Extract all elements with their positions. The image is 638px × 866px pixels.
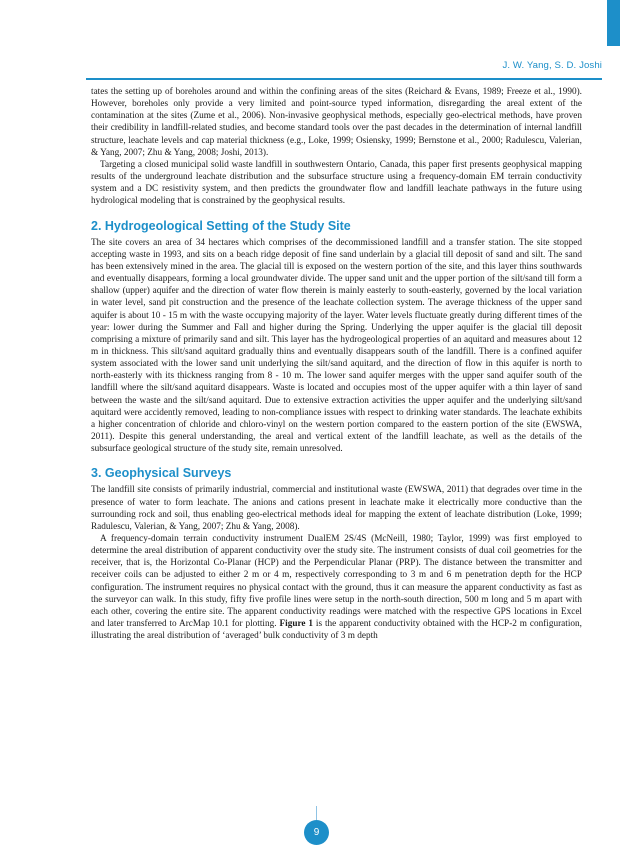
section-2-heading: 2. Hydrogeological Setting of the Study Site <box>91 218 351 233</box>
running-head-authors: J. W. Yang, S. D. Joshi <box>502 60 602 71</box>
page-number-stem <box>316 806 317 820</box>
intro-paragraph-2: Targeting a closed municipal solid waste landfill in southwestern Ontario, Canada, this paper first presents geophysical mapping results of the underground leachate distribution and the subsurface structure using a frequency-domain EM terrain conductivity system and a DC resistivity system, and then predicts the groundwater flow and landfill leachate pathways in the future using hydrological modeling that is constrained by the geophysical results. <box>91 159 582 207</box>
figure-1-reference[interactable]: Figure 1 <box>279 619 314 630</box>
section-3-paragraph-2-text: A frequency-domain terrain conductivity instrument DualEM 2S/4S (McNeill, 1980; Taylor, 1999) was first employed to determine the areal distribution of apparent conductivity over the study site. The instrument consists of dual coil geometries for the receiver, that is, the Horizontal Co-Planar (HCP) and the Perpendicular Planar (PRP). The distance between the transmitter and receiver coils can be adjusted to either 2 m or 4 m, respectively corresponding to 3 m and 6 m penetration depth for the HCP configuration. The instrument requires no physical contact with the ground, thus it can measure the apparent conductivity as fast as the surveyor can walk. In this study, fifty five profile lines were setup in the north-south direction, 500 m long and 5 m apart with each other, covering the entire site. The apparent conductivity readings were matched with the respective GPS locations in Excel and later transferred to ArcMap 10.1 for plotting. <box>91 534 582 630</box>
corner-accent-bar <box>607 0 620 46</box>
section-2-paragraph-1: The site covers an area of 34 hectares which comprises of the decommissioned landfill and a transfer station. The site stopped accepting waste in 1993, and sits on a beach ridge deposit of fine sand underlain by a glacial till deposit of sand and silt. The sand has been extensively mined in the area. The glacial till is exposed on the western portion of the site, and this layer thins southwards and eventually disappears, forming a local groundwater divide. The upper sand unit and the upper portion of the silt/sand till form a shallow (upper) aquifer and the direction of water flow therein is mainly easterly to south-easterly, governed by the local variation in water level, sand pit construction and the presence of the leachate collection system. The average thickness of the upper sand aquifer is about 10 - 15 m with the waste occupying majority of the layer. Water levels fluctuate greatly during different times of the year: lower during the Summer and Fall and higher during the Spring. Underlying the upper aquifer is the glacial till deposit comprising a mixture of primarily sand and silt. This layer has the hydrogeological properties of an aquitard and measures about 12 m in thickness. This silt/sand aquitard gradually thins and eventually disappears south of the landfill. There is a confined aquifer system associated with the lower sand unit underlying the silt/sand aquitard, and the direction of flow in this aquifer is north to north-easterly with its thickness ranging from 8 - 10 m. The lower sand aquifer merges with the upper sand aquifer south of the landfill where the silt/sand aquitard disappears. Waste is located and occupies most of the upper aquifer with a thin layer of sand between the waste and the silt/sand aquitard. Due to extensive extraction activities the upper aquifer and the underlying silt/sand aquitard were accidently removed, leading to non-compliance issues with respect to drinking water standards. The leachate exhibits a higher concentration of chloride and chloro-vinyl on the western portion compared to the eastern portion of the site (EWSWA, 2011). Despite this general understanding, the areal and vertical extent of the landfill leachate, as well as the details of the subsurface geological structure of the study site, remain unresolved. <box>91 237 582 455</box>
section-3-paragraph-1: The landfill site consists of primarily industrial, commercial and institutional waste (EWSWA, 2011) that degrades over time in the presence of water to form leachate. The anions and cations present in leachate make it electrically more conductive than the surrounding rock and soil, thus enabling geo-electrical methods ideal for mapping the extent of leachate distribution (Loke, 1999; Radulescu, Valerian, & Yang, 2007; Zhu & Yang, 2008). <box>91 485 582 532</box>
intro-paragraph-1: tates the setting up of boreholes around and within the confining areas of the sites (Reichard & Evans, 1989; Freeze et al., 1990). However, boreholes only provide a very limited and point-source typed information, disregarding the areal extent of the contamination at the sites (Zume et al., 2006). Non-invasive geophysical methods, especially geo-electrical methods, have proven their credibility in landfill-related studies, and become standard tools over the past decades in the determination of internal landfill structure, leachate levels and cap material thickness (e.g., Loke, 1999; Osiensky, 1999; Bernstone et al., 2000; Radulescu, Valerian, & Yang, 2007; Zhu & Yang, 2008; Joshi, 2013). <box>91 87 582 158</box>
page-number-badge: 9 <box>304 820 329 845</box>
section-3-heading: 3. Geophysical Surveys <box>91 466 232 481</box>
header-rule <box>86 78 602 80</box>
section-3-paragraph-2-tail: is the apparent conductivity obtained with the HCP-2 m configuration, illustrating the areal distribution of ‘averaged’ bulk conductivity of 3 m depth <box>91 619 582 642</box>
page-body <box>91 86 582 642</box>
section-3-paragraph-2 <box>91 533 582 642</box>
